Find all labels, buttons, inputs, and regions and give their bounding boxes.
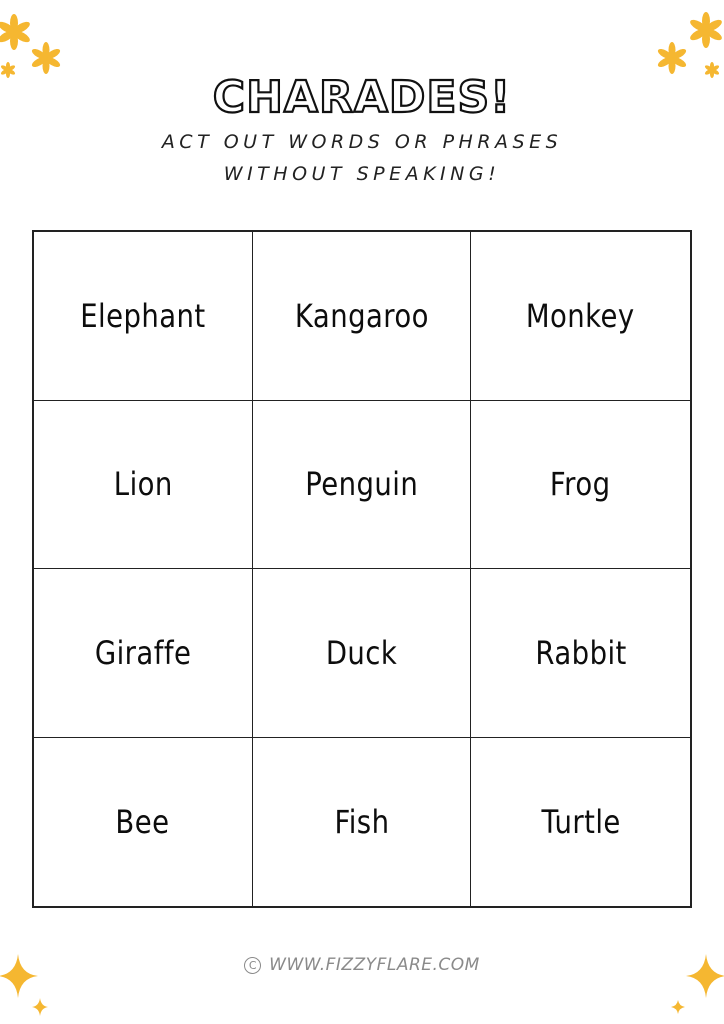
charade-word: Duck — [325, 633, 398, 672]
grid-cell — [471, 232, 690, 401]
charade-word: Rabbit — [534, 633, 627, 672]
charade-word: Kangaroo — [294, 296, 429, 335]
charade-word: Lion — [113, 465, 173, 504]
page-title: CHARADES! — [212, 72, 512, 123]
charade-word: Bee — [115, 802, 170, 841]
grid-cell — [34, 738, 253, 907]
grid-cell — [471, 738, 690, 907]
charades-grid — [32, 230, 692, 908]
charade-word: Elephant — [80, 296, 206, 335]
grid-cell — [253, 401, 472, 570]
website-link[interactable]: WWW.FIZZYFLARE.COM — [269, 955, 480, 975]
grid-cell — [253, 569, 472, 738]
grid-cell — [253, 232, 472, 401]
charade-word: Frog — [550, 465, 611, 504]
grid-cell — [471, 401, 690, 570]
sparkle-icon — [0, 940, 60, 1024]
copyright-icon: C — [244, 957, 261, 974]
grid-cell — [253, 738, 472, 907]
charade-word: Monkey — [526, 296, 636, 335]
grid-cell — [34, 232, 253, 401]
charade-word: Turtle — [540, 802, 621, 841]
grid-cell — [471, 569, 690, 738]
footer — [0, 955, 724, 975]
charade-word: Penguin — [304, 465, 418, 504]
grid-cell — [34, 569, 253, 738]
charade-word: Fish — [334, 802, 389, 841]
grid-cell — [34, 401, 253, 570]
sparkle-icon — [664, 940, 724, 1024]
charade-word: Giraffe — [94, 633, 192, 672]
page-subtitle: ACT OUT WORDS OR PHRASES WITHOUT SPEAKING! — [161, 131, 563, 185]
